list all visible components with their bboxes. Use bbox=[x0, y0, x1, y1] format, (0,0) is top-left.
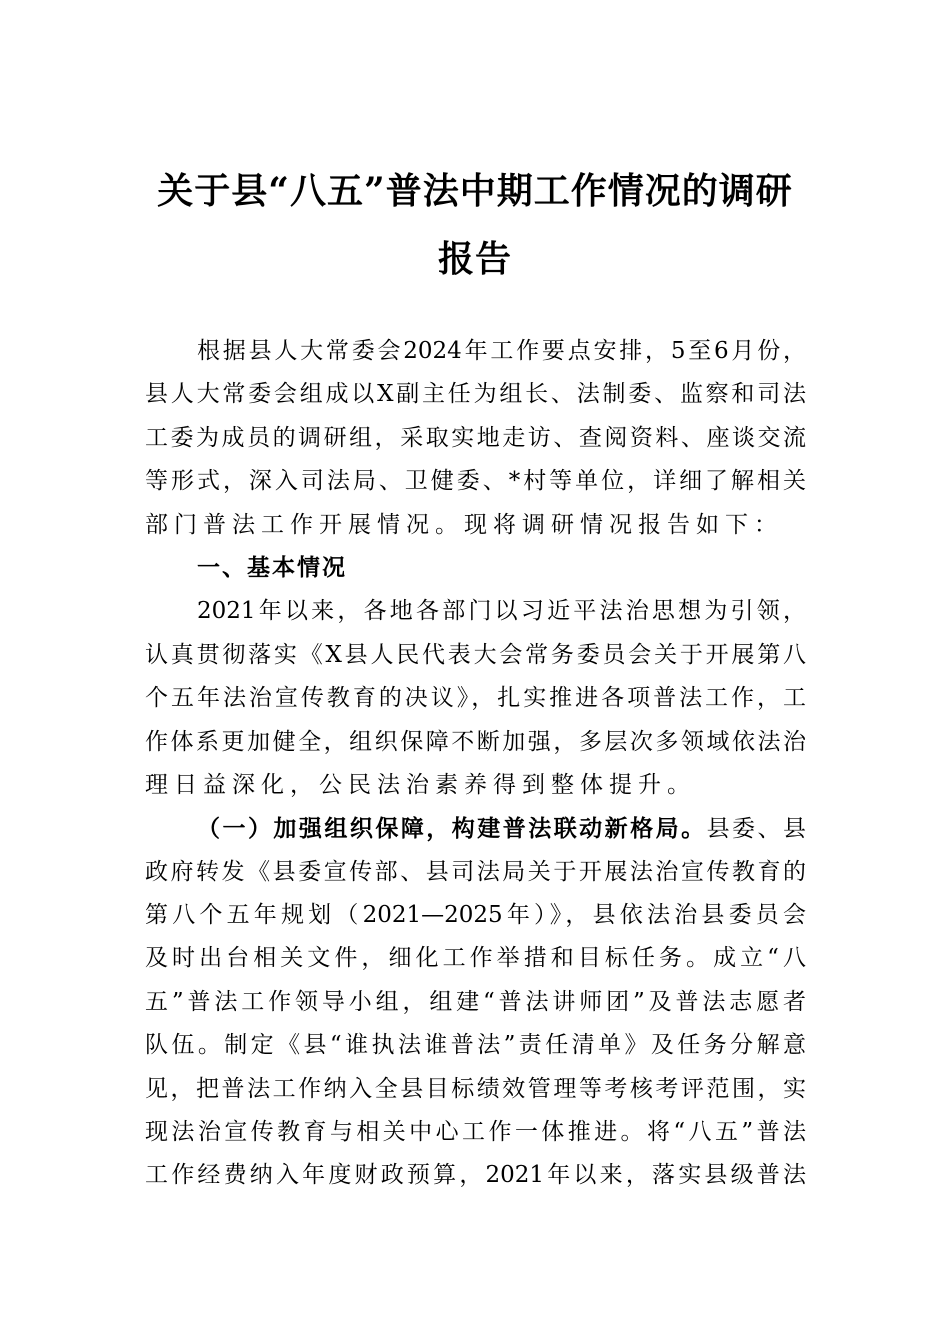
document-title-line-2: 报告 bbox=[437, 238, 512, 280]
paragraph-line: 工委为成员的调研组，采取实地走访、查阅资料、座谈交流 bbox=[145, 424, 806, 451]
document-body bbox=[145, 330, 806, 1198]
paragraph-line: 现法治宣传教育与相关中心工作一体推进。将“八五”普法 bbox=[145, 1119, 806, 1146]
paragraph-line: 队伍。制定《县“谁执法谁普法”责任清单》及任务分解意 bbox=[145, 1032, 806, 1059]
paragraph-line: 2021年以来，各地各部门以习近平法治思想为引领， bbox=[197, 598, 806, 625]
organization-paragraph bbox=[145, 807, 806, 1198]
paragraph-line: 政府转发《县委宣传部、县司法局关于开展法治宣传教育的 bbox=[145, 858, 806, 885]
paragraph-line bbox=[145, 807, 806, 850]
paragraph-line: 根据县人大常委会2024年工作要点安排，5至6月份， bbox=[197, 338, 806, 364]
paragraph-line: 理日益深化，公民法治素养得到整体提升。 bbox=[145, 771, 696, 798]
paragraph-line: 第八个五年规划（2021—2025年）》，县依法治县委员会 bbox=[145, 902, 806, 929]
paragraph-line: 及时出台相关文件，细化工作举措和目标任务。成立“八 bbox=[145, 945, 806, 972]
paragraph-line: 工作经费纳入年度财政预算，2021年以来，落实县级普法 bbox=[145, 1162, 806, 1189]
paragraph-line: 县人大常委会组成以X副主任为组长、法制委、监察和司法 bbox=[145, 381, 806, 408]
paragraph-line: 见，把普法工作纳入全县目标绩效管理等考核考评范围，实 bbox=[145, 1075, 806, 1102]
document-title-line-1: 关于县“八五”普法中期工作情况的调研 bbox=[157, 170, 793, 212]
paragraph-line: 五”普法工作领导小组，组建“普法讲师团”及普法志愿者 bbox=[145, 988, 806, 1015]
paragraph-line: 部门普法工作开展情况。现将调研情况报告如下： bbox=[145, 511, 783, 538]
subsection-heading: （一）加强组织保障，构建普法联动新格局。 bbox=[197, 815, 707, 843]
paragraph-line: 个五年法治宣传教育的决议》，扎实推进各项普法工作，工 bbox=[145, 685, 806, 712]
paragraph-line: 认真贯彻落实《X县人民代表大会常务委员会关于开展第八 bbox=[145, 641, 806, 668]
paragraph-text: 县委、县 bbox=[706, 816, 807, 843]
paragraph-line: 作体系更加健全，组织保障不断加强，多层次多领域依法治 bbox=[145, 728, 806, 755]
paragraph-line: 等形式，深入司法局、卫健委、*村等单位，详细了解相关 bbox=[145, 468, 806, 495]
basic-situation-paragraph bbox=[145, 590, 806, 807]
intro-paragraph bbox=[145, 330, 806, 547]
section-heading-basic-situation: 一、基本情况 bbox=[197, 554, 347, 581]
